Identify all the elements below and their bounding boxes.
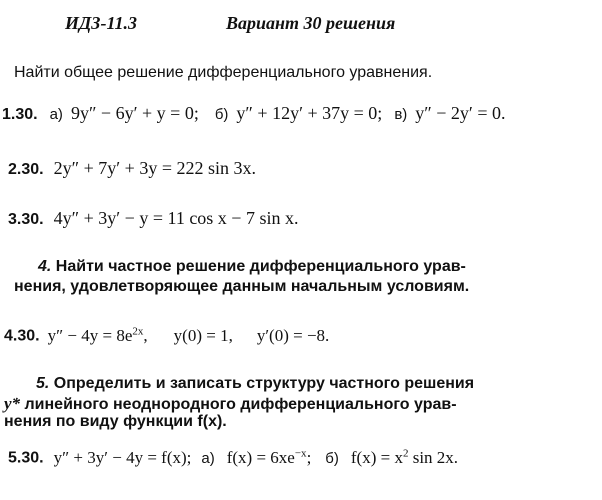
problem-number: 5.30.: [8, 449, 44, 467]
section5-text-1: Определить и записать структуру частного решения: [53, 375, 475, 392]
problem-equation: 2y″ + 7y′ + 3y = 222 sin 3x.: [53, 158, 256, 178]
problem-4-30: [4, 325, 329, 346]
part-a-label: а): [201, 449, 215, 467]
initial-condition-2: y′(0) = −8.: [256, 325, 330, 345]
section5-number: 5.: [36, 375, 50, 392]
part-b-equation: y″ + 12y′ + 37y = 0;: [236, 103, 383, 123]
part-a-label: а): [49, 106, 63, 123]
section4-line2: нения, удовлетворяющее данным начальным условиям.: [14, 278, 470, 295]
part-b-label: б): [325, 449, 339, 467]
section5-line3: нения по виду функции f(x).: [4, 413, 227, 430]
variant-title: Вариант 30 решения: [226, 13, 396, 33]
section1-title: Найти общее решение дифференциального уравнения.: [14, 64, 433, 81]
section4-number: 4.: [38, 258, 52, 275]
part-c-equation: y″ − 2y′ = 0.: [415, 103, 506, 123]
problem-equation: 4y″ + 3y′ − y = 11 cos x − 7 sin x.: [53, 208, 299, 228]
problem-number: 2.30.: [8, 161, 44, 178]
part-c-label: в): [394, 106, 408, 123]
problem-number: 3.30.: [8, 211, 44, 228]
part-b-label: б): [214, 106, 229, 123]
section4-text-1: Найти частное решение дифференциального урав-: [55, 258, 466, 275]
particular-solution-symbol: y*: [4, 394, 21, 413]
initial-condition-1: y(0) = 1,: [173, 325, 233, 345]
problem-number: 4.30.: [4, 327, 40, 345]
section5-line2: [4, 394, 457, 414]
problem-3-30: [8, 208, 298, 229]
problem-equation: y″ + 3y′ − 4y = f(x);: [53, 447, 192, 467]
problem-2-30: [8, 158, 256, 179]
problem-number: 1.30.: [2, 106, 38, 123]
section4-line1: [38, 258, 466, 276]
document-code: ИДЗ-11.3: [65, 13, 137, 33]
part-a-equation: 9y″ − 6y′ + y = 0;: [70, 103, 199, 123]
problem-1-30: [2, 103, 506, 124]
section5-text-2: линейного неоднородного дифференциального урав-: [24, 396, 457, 413]
part-b-function: $f(x) = x^2$ sin 2x.: [350, 447, 459, 467]
problem-equation: $y'' - 4y = 8e^{2x}$,: [47, 325, 148, 345]
section5-line1: [36, 375, 474, 393]
part-a-function: $f(x) = 6xe^{-x}$;: [226, 447, 312, 467]
problem-5-30: [8, 447, 458, 468]
